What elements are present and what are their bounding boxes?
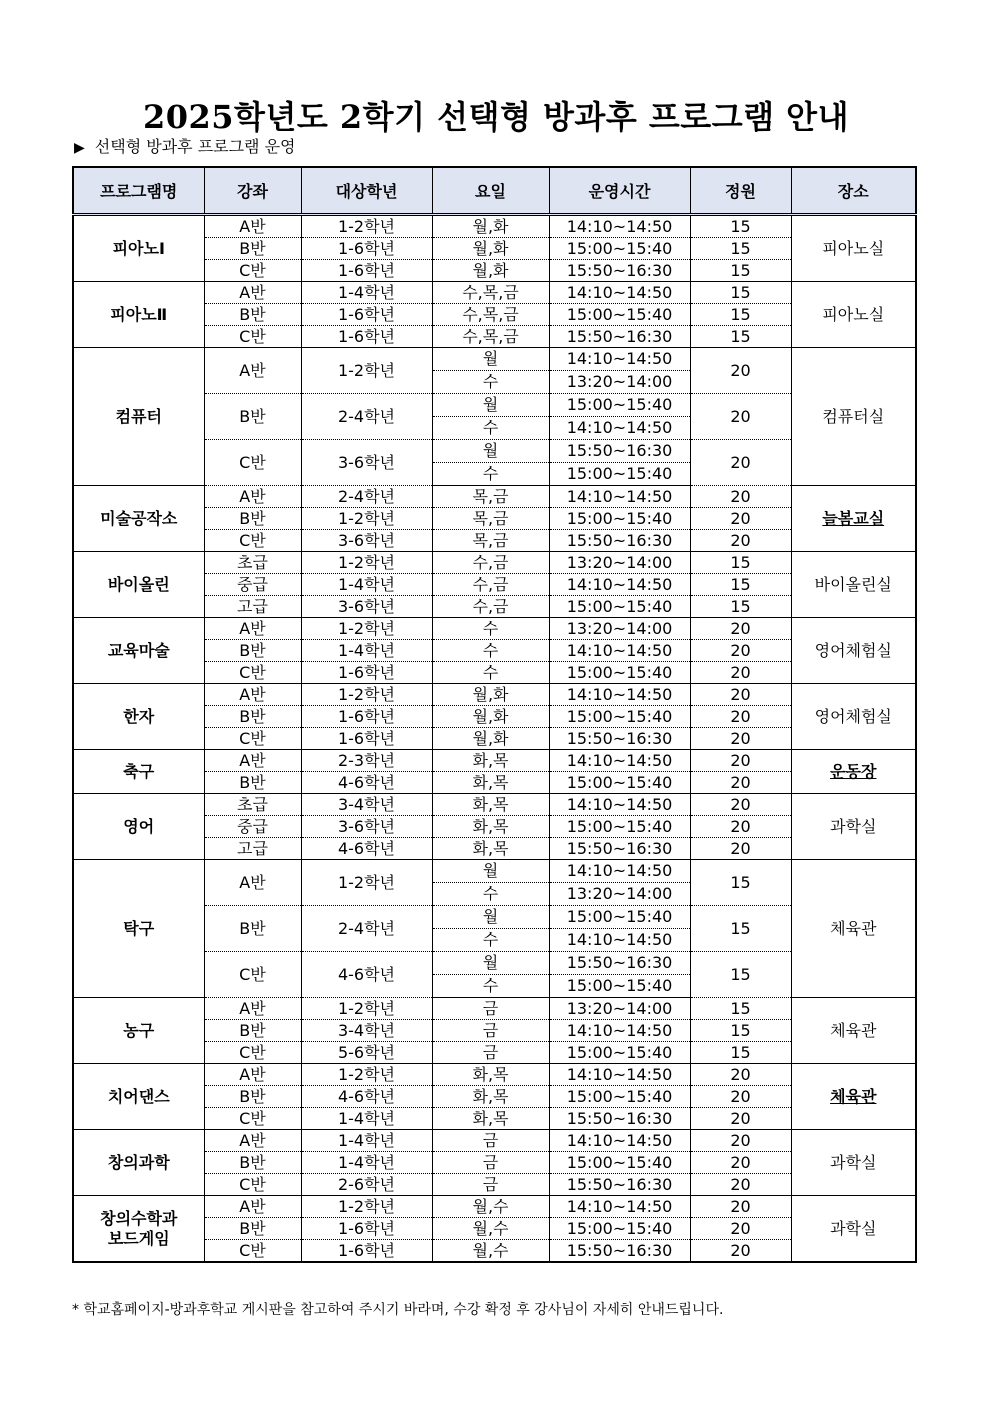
class-cell: B반 (204, 508, 301, 530)
grade-cell: 1-6학년 (301, 1218, 432, 1240)
class-cell: C반 (204, 1174, 301, 1196)
program-name-cell: 탁구 (73, 860, 204, 998)
capacity-cell: 20 (690, 348, 791, 394)
day-cell: 월,화 (432, 728, 549, 750)
table-row (73, 998, 916, 1020)
class-cell: 초급 (204, 552, 301, 574)
program-name-cell: 한자 (73, 684, 204, 750)
day-cell: 수 (432, 929, 549, 952)
header-grade: 대상학년 (301, 167, 432, 215)
day-cell: 월 (432, 394, 549, 417)
day-cell: 수,목,금 (432, 304, 549, 326)
program-table (72, 166, 917, 1263)
header-time: 운영시간 (549, 167, 690, 215)
time-cell: 14:10~14:50 (549, 1020, 690, 1042)
grade-cell: 4-6학년 (301, 772, 432, 794)
program-name-cell: 컴퓨터 (73, 348, 204, 486)
day-cell: 화,목 (432, 838, 549, 860)
class-cell: A반 (204, 1064, 301, 1086)
day-cell: 월 (432, 440, 549, 463)
time-cell: 15:00~15:40 (549, 1218, 690, 1240)
day-cell: 화,목 (432, 816, 549, 838)
class-cell: B반 (204, 906, 301, 952)
place-cell: 체육관 (791, 1064, 916, 1130)
capacity-cell: 20 (690, 728, 791, 750)
place-cell: 과학실 (791, 1196, 916, 1263)
time-cell: 15:00~15:40 (549, 463, 690, 486)
day-cell: 수 (432, 975, 549, 998)
capacity-cell: 20 (690, 1218, 791, 1240)
time-cell: 15:50~16:30 (549, 530, 690, 552)
footnote: * 학교홈페이지-방과후학교 게시판을 참고하여 주시기 바라며, 수강 확정 후 강사님이 자세히 안내드립니다. (72, 1302, 724, 1318)
time-cell: 14:10~14:50 (549, 1130, 690, 1152)
class-cell: C반 (204, 1042, 301, 1064)
table-row (73, 1130, 916, 1152)
class-cell: 고급 (204, 838, 301, 860)
table-row (73, 552, 916, 574)
time-cell: 15:00~15:40 (549, 238, 690, 260)
capacity-cell: 20 (690, 838, 791, 860)
grade-cell: 3-6학년 (301, 530, 432, 552)
day-cell: 월,수 (432, 1240, 549, 1263)
time-cell: 14:10~14:50 (549, 282, 690, 304)
time-cell: 14:10~14:50 (549, 860, 690, 883)
class-cell: C반 (204, 530, 301, 552)
program-name-cell: 피아노Ⅰ (73, 215, 204, 282)
grade-cell: 1-2학년 (301, 552, 432, 574)
time-cell: 15:50~16:30 (549, 952, 690, 975)
day-cell: 월,화 (432, 215, 549, 238)
capacity-cell: 20 (690, 772, 791, 794)
capacity-cell: 20 (690, 530, 791, 552)
program-name-cell: 바이올린 (73, 552, 204, 618)
day-cell: 수 (432, 463, 549, 486)
time-cell: 15:00~15:40 (549, 1086, 690, 1108)
day-cell: 금 (432, 1042, 549, 1064)
class-cell: B반 (204, 772, 301, 794)
time-cell: 15:50~16:30 (549, 1174, 690, 1196)
program-name-cell: 영어 (73, 794, 204, 860)
section-heading (74, 134, 296, 157)
day-cell: 월,화 (432, 706, 549, 728)
grade-cell: 1-6학년 (301, 326, 432, 348)
time-cell: 15:00~15:40 (549, 706, 690, 728)
day-cell: 수,금 (432, 596, 549, 618)
place-cell: 과학실 (791, 1130, 916, 1196)
day-cell: 월,수 (432, 1218, 549, 1240)
grade-cell: 1-2학년 (301, 618, 432, 640)
time-cell: 14:10~14:50 (549, 348, 690, 371)
day-cell: 수 (432, 883, 549, 906)
class-cell: 중급 (204, 816, 301, 838)
capacity-cell: 15 (690, 552, 791, 574)
time-cell: 15:00~15:40 (549, 662, 690, 684)
time-cell: 14:10~14:50 (549, 215, 690, 238)
day-cell: 목,금 (432, 530, 549, 552)
grade-cell: 4-6학년 (301, 952, 432, 998)
table-row (73, 282, 916, 304)
day-cell: 수 (432, 662, 549, 684)
day-cell: 수 (432, 371, 549, 394)
time-cell: 14:10~14:50 (549, 929, 690, 952)
time-cell: 14:10~14:50 (549, 486, 690, 508)
grade-cell: 1-6학년 (301, 260, 432, 282)
capacity-cell: 20 (690, 662, 791, 684)
grade-cell: 1-6학년 (301, 728, 432, 750)
program-name-cell: 창의수학과 보드게임 (73, 1196, 204, 1263)
program-name-cell: 창의과학 (73, 1130, 204, 1196)
class-cell: A반 (204, 215, 301, 238)
capacity-cell: 15 (690, 260, 791, 282)
day-cell: 월,화 (432, 238, 549, 260)
capacity-cell: 20 (690, 440, 791, 486)
time-cell: 14:10~14:50 (549, 794, 690, 816)
class-cell: B반 (204, 640, 301, 662)
class-cell: C반 (204, 1240, 301, 1263)
capacity-cell: 20 (690, 640, 791, 662)
grade-cell: 1-2학년 (301, 684, 432, 706)
table-body (73, 215, 916, 1263)
class-cell: A반 (204, 348, 301, 394)
class-cell: B반 (204, 1020, 301, 1042)
place-cell: 컴퓨터실 (791, 348, 916, 486)
table-row (73, 860, 916, 883)
day-cell: 목,금 (432, 508, 549, 530)
class-cell: 고급 (204, 596, 301, 618)
capacity-cell: 20 (690, 1086, 791, 1108)
header-day: 요일 (432, 167, 549, 215)
time-cell: 14:10~14:50 (549, 574, 690, 596)
grade-cell: 4-6학년 (301, 838, 432, 860)
time-cell: 13:20~14:00 (549, 371, 690, 394)
grade-cell: 1-4학년 (301, 574, 432, 596)
capacity-cell: 20 (690, 816, 791, 838)
grade-cell: 1-2학년 (301, 860, 432, 906)
time-cell: 15:00~15:40 (549, 816, 690, 838)
capacity-cell: 15 (690, 574, 791, 596)
capacity-cell: 15 (690, 860, 791, 906)
day-cell: 수 (432, 618, 549, 640)
grade-cell: 3-6학년 (301, 440, 432, 486)
place-cell: 피아노실 (791, 282, 916, 348)
capacity-cell: 15 (690, 952, 791, 998)
class-cell: A반 (204, 684, 301, 706)
grade-cell: 4-6학년 (301, 1086, 432, 1108)
capacity-cell: 20 (690, 508, 791, 530)
day-cell: 월 (432, 860, 549, 883)
grade-cell: 3-4학년 (301, 1020, 432, 1042)
place-cell: 영어체험실 (791, 684, 916, 750)
time-cell: 14:10~14:50 (549, 684, 690, 706)
table-row (73, 1196, 916, 1218)
capacity-cell: 20 (690, 1240, 791, 1263)
capacity-cell: 20 (690, 486, 791, 508)
day-cell: 화,목 (432, 750, 549, 772)
grade-cell: 1-6학년 (301, 706, 432, 728)
section-heading-text: 선택형 방과후 프로그램 운영 (94, 137, 296, 156)
day-cell: 금 (432, 998, 549, 1020)
time-cell: 15:50~16:30 (549, 440, 690, 463)
grade-cell: 3-6학년 (301, 596, 432, 618)
class-cell: B반 (204, 1086, 301, 1108)
time-cell: 14:10~14:50 (549, 750, 690, 772)
grade-cell: 1-2학년 (301, 215, 432, 238)
class-cell: C반 (204, 260, 301, 282)
grade-cell: 1-6학년 (301, 662, 432, 684)
program-name-cell: 교육마술 (73, 618, 204, 684)
grade-cell: 1-2학년 (301, 508, 432, 530)
capacity-cell: 20 (690, 1196, 791, 1218)
capacity-cell: 20 (690, 1152, 791, 1174)
table-row (73, 618, 916, 640)
capacity-cell: 20 (690, 750, 791, 772)
capacity-cell: 15 (690, 238, 791, 260)
class-cell: A반 (204, 1196, 301, 1218)
class-cell: B반 (204, 706, 301, 728)
day-cell: 금 (432, 1020, 549, 1042)
day-cell: 수,목,금 (432, 326, 549, 348)
time-cell: 14:10~14:50 (549, 640, 690, 662)
day-cell: 수,금 (432, 552, 549, 574)
capacity-cell: 20 (690, 706, 791, 728)
time-cell: 15:50~16:30 (549, 326, 690, 348)
triangle-bullet-icon: ▶ (74, 140, 85, 156)
class-cell: A반 (204, 282, 301, 304)
capacity-cell: 15 (690, 1042, 791, 1064)
capacity-cell: 20 (690, 1108, 791, 1130)
grade-cell: 1-4학년 (301, 282, 432, 304)
program-name-cell: 농구 (73, 998, 204, 1064)
table-row (73, 486, 916, 508)
day-cell: 수,금 (432, 574, 549, 596)
class-cell: C반 (204, 1108, 301, 1130)
day-cell: 월,화 (432, 684, 549, 706)
page-title: 2025학년도 2학기 선택형 방과후 프로그램 안내 (142, 98, 850, 136)
class-cell: A반 (204, 750, 301, 772)
time-cell: 15:00~15:40 (549, 1152, 690, 1174)
class-cell: 중급 (204, 574, 301, 596)
capacity-cell: 15 (690, 282, 791, 304)
class-cell: B반 (204, 394, 301, 440)
day-cell: 금 (432, 1174, 549, 1196)
table-header-row (73, 167, 916, 215)
place-cell: 늘봄교실 (791, 486, 916, 552)
capacity-cell: 20 (690, 618, 791, 640)
capacity-cell: 20 (690, 1130, 791, 1152)
class-cell: A반 (204, 998, 301, 1020)
time-cell: 13:20~14:00 (549, 552, 690, 574)
time-cell: 15:50~16:30 (549, 1108, 690, 1130)
time-cell: 15:50~16:30 (549, 728, 690, 750)
day-cell: 월,화 (432, 260, 549, 282)
grade-cell: 1-4학년 (301, 1152, 432, 1174)
class-cell: A반 (204, 1130, 301, 1152)
place-cell: 체육관 (791, 860, 916, 998)
class-cell: C반 (204, 952, 301, 998)
day-cell: 화,목 (432, 772, 549, 794)
grade-cell: 1-4학년 (301, 1108, 432, 1130)
time-cell: 15:00~15:40 (549, 508, 690, 530)
table-row (73, 215, 916, 238)
capacity-cell: 15 (690, 215, 791, 238)
grade-cell: 2-6학년 (301, 1174, 432, 1196)
day-cell: 월 (432, 952, 549, 975)
class-cell: 초급 (204, 794, 301, 816)
capacity-cell: 15 (690, 304, 791, 326)
class-cell: C반 (204, 728, 301, 750)
capacity-cell: 20 (690, 794, 791, 816)
day-cell: 화,목 (432, 794, 549, 816)
grade-cell: 1-6학년 (301, 304, 432, 326)
grade-cell: 3-4학년 (301, 794, 432, 816)
capacity-cell: 15 (690, 906, 791, 952)
time-cell: 15:00~15:40 (549, 906, 690, 929)
table-row (73, 794, 916, 816)
time-cell: 15:00~15:40 (549, 304, 690, 326)
class-cell: B반 (204, 304, 301, 326)
grade-cell: 3-6학년 (301, 816, 432, 838)
program-name-cell: 축구 (73, 750, 204, 794)
capacity-cell: 20 (690, 394, 791, 440)
place-cell: 바이올린실 (791, 552, 916, 618)
time-cell: 13:20~14:00 (549, 998, 690, 1020)
day-cell: 월 (432, 906, 549, 929)
class-cell: A반 (204, 860, 301, 906)
capacity-cell: 15 (690, 1020, 791, 1042)
place-cell: 피아노실 (791, 215, 916, 282)
time-cell: 14:10~14:50 (549, 417, 690, 440)
day-cell: 목,금 (432, 486, 549, 508)
program-name-cell: 피아노Ⅱ (73, 282, 204, 348)
day-cell: 수 (432, 640, 549, 662)
class-cell: B반 (204, 1218, 301, 1240)
day-cell: 수,목,금 (432, 282, 549, 304)
grade-cell: 1-2학년 (301, 1064, 432, 1086)
table-row (73, 684, 916, 706)
capacity-cell: 20 (690, 1174, 791, 1196)
capacity-cell: 15 (690, 596, 791, 618)
header-place: 장소 (791, 167, 916, 215)
time-cell: 15:50~16:30 (549, 260, 690, 282)
class-cell: C반 (204, 440, 301, 486)
time-cell: 15:00~15:40 (549, 596, 690, 618)
day-cell: 월,수 (432, 1196, 549, 1218)
time-cell: 13:20~14:00 (549, 883, 690, 906)
grade-cell: 2-4학년 (301, 394, 432, 440)
time-cell: 13:20~14:00 (549, 618, 690, 640)
class-cell: B반 (204, 1152, 301, 1174)
day-cell: 수 (432, 417, 549, 440)
grade-cell: 1-6학년 (301, 1240, 432, 1263)
grade-cell: 2-4학년 (301, 906, 432, 952)
time-cell: 15:50~16:30 (549, 838, 690, 860)
time-cell: 15:00~15:40 (549, 1042, 690, 1064)
time-cell: 15:00~15:40 (549, 772, 690, 794)
place-cell: 과학실 (791, 794, 916, 860)
place-cell: 체육관 (791, 998, 916, 1064)
grade-cell: 1-4학년 (301, 640, 432, 662)
time-cell: 14:10~14:50 (549, 1196, 690, 1218)
time-cell: 14:10~14:50 (549, 1064, 690, 1086)
program-name-cell: 치어댄스 (73, 1064, 204, 1130)
class-cell: A반 (204, 618, 301, 640)
header-capacity: 정원 (690, 167, 791, 215)
place-cell: 영어체험실 (791, 618, 916, 684)
header-class: 강좌 (204, 167, 301, 215)
grade-cell: 1-2학년 (301, 348, 432, 394)
program-name-cell: 미술공작소 (73, 486, 204, 552)
table-row (73, 750, 916, 772)
place-cell: 운동장 (791, 750, 916, 794)
day-cell: 화,목 (432, 1086, 549, 1108)
header-program-name: 프로그램명 (73, 167, 204, 215)
grade-cell: 1-2학년 (301, 1196, 432, 1218)
class-cell: A반 (204, 486, 301, 508)
class-cell: C반 (204, 326, 301, 348)
day-cell: 금 (432, 1130, 549, 1152)
time-cell: 15:00~15:40 (549, 394, 690, 417)
capacity-cell: 15 (690, 998, 791, 1020)
day-cell: 금 (432, 1152, 549, 1174)
class-cell: B반 (204, 238, 301, 260)
capacity-cell: 20 (690, 1064, 791, 1086)
grade-cell: 1-6학년 (301, 238, 432, 260)
day-cell: 화,목 (432, 1064, 549, 1086)
grade-cell: 5-6학년 (301, 1042, 432, 1064)
time-cell: 15:50~16:30 (549, 1240, 690, 1263)
class-cell: C반 (204, 662, 301, 684)
day-cell: 화,목 (432, 1108, 549, 1130)
grade-cell: 1-2학년 (301, 998, 432, 1020)
day-cell: 월 (432, 348, 549, 371)
grade-cell: 2-4학년 (301, 486, 432, 508)
table-row (73, 1064, 916, 1086)
capacity-cell: 15 (690, 326, 791, 348)
grade-cell: 1-4학년 (301, 1130, 432, 1152)
time-cell: 15:00~15:40 (549, 975, 690, 998)
grade-cell: 2-3학년 (301, 750, 432, 772)
table-row (73, 348, 916, 371)
capacity-cell: 20 (690, 684, 791, 706)
